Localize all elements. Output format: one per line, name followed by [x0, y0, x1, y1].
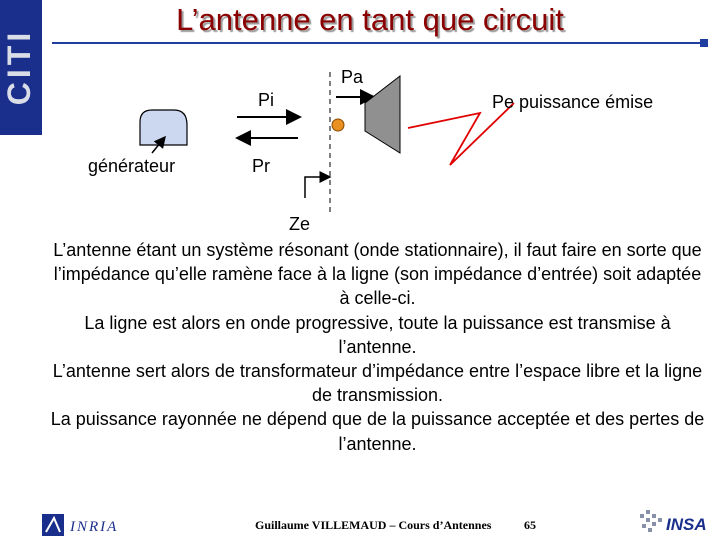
- pe-label: Pe puissance émise: [492, 92, 654, 112]
- ze-label: Ze: [289, 214, 311, 234]
- pr-label: Pr: [252, 156, 270, 176]
- inria-logo-text: INRIA: [70, 519, 119, 535]
- insa-logo-text: INSA: [666, 515, 707, 534]
- antenna-horn: [365, 76, 400, 153]
- ze-arrow: [305, 177, 330, 198]
- page-number: 65: [524, 518, 536, 532]
- circuit-diagram: [0, 50, 720, 240]
- paragraph-matching: L’antenne étant un système résonant (onde stationnaire), il faut faire en sorte que l’impédance qu’elle ramène face à la ligne (son impédance d’entrée) soit adaptée à celle-ci.: [53, 240, 702, 309]
- pi-label: Pi: [258, 90, 275, 110]
- title-underline: [52, 42, 707, 44]
- paragraph-transformer: L’antenne sert alors de transformateur d’impédance entre l’espace libre et la ligne de transmission.: [52, 361, 703, 406]
- inria-logo: [40, 512, 140, 538]
- body-text: [50, 238, 705, 456]
- paragraph-progressive-wave: La ligne est alors en onde progressive, toute la puissance est transmise à l’antenne.: [84, 312, 671, 357]
- citi-logo-text: CITI: [1, 28, 37, 106]
- footer-author: Guillaume VILLEMAUD – Cours d’Antennes: [255, 518, 492, 532]
- generator-label: générateur: [88, 156, 176, 176]
- title-underline-end: [700, 39, 708, 47]
- insa-logo: [638, 508, 718, 538]
- pa-label: Pa: [341, 67, 364, 87]
- page-title: L’antenne en tant que circuit: [176, 2, 564, 37]
- paragraph-radiated-power: La puissance rayonnée ne dépend que de la puissance acceptée et des pertes de l’antenne.: [50, 409, 705, 454]
- junction-dot: [332, 119, 344, 131]
